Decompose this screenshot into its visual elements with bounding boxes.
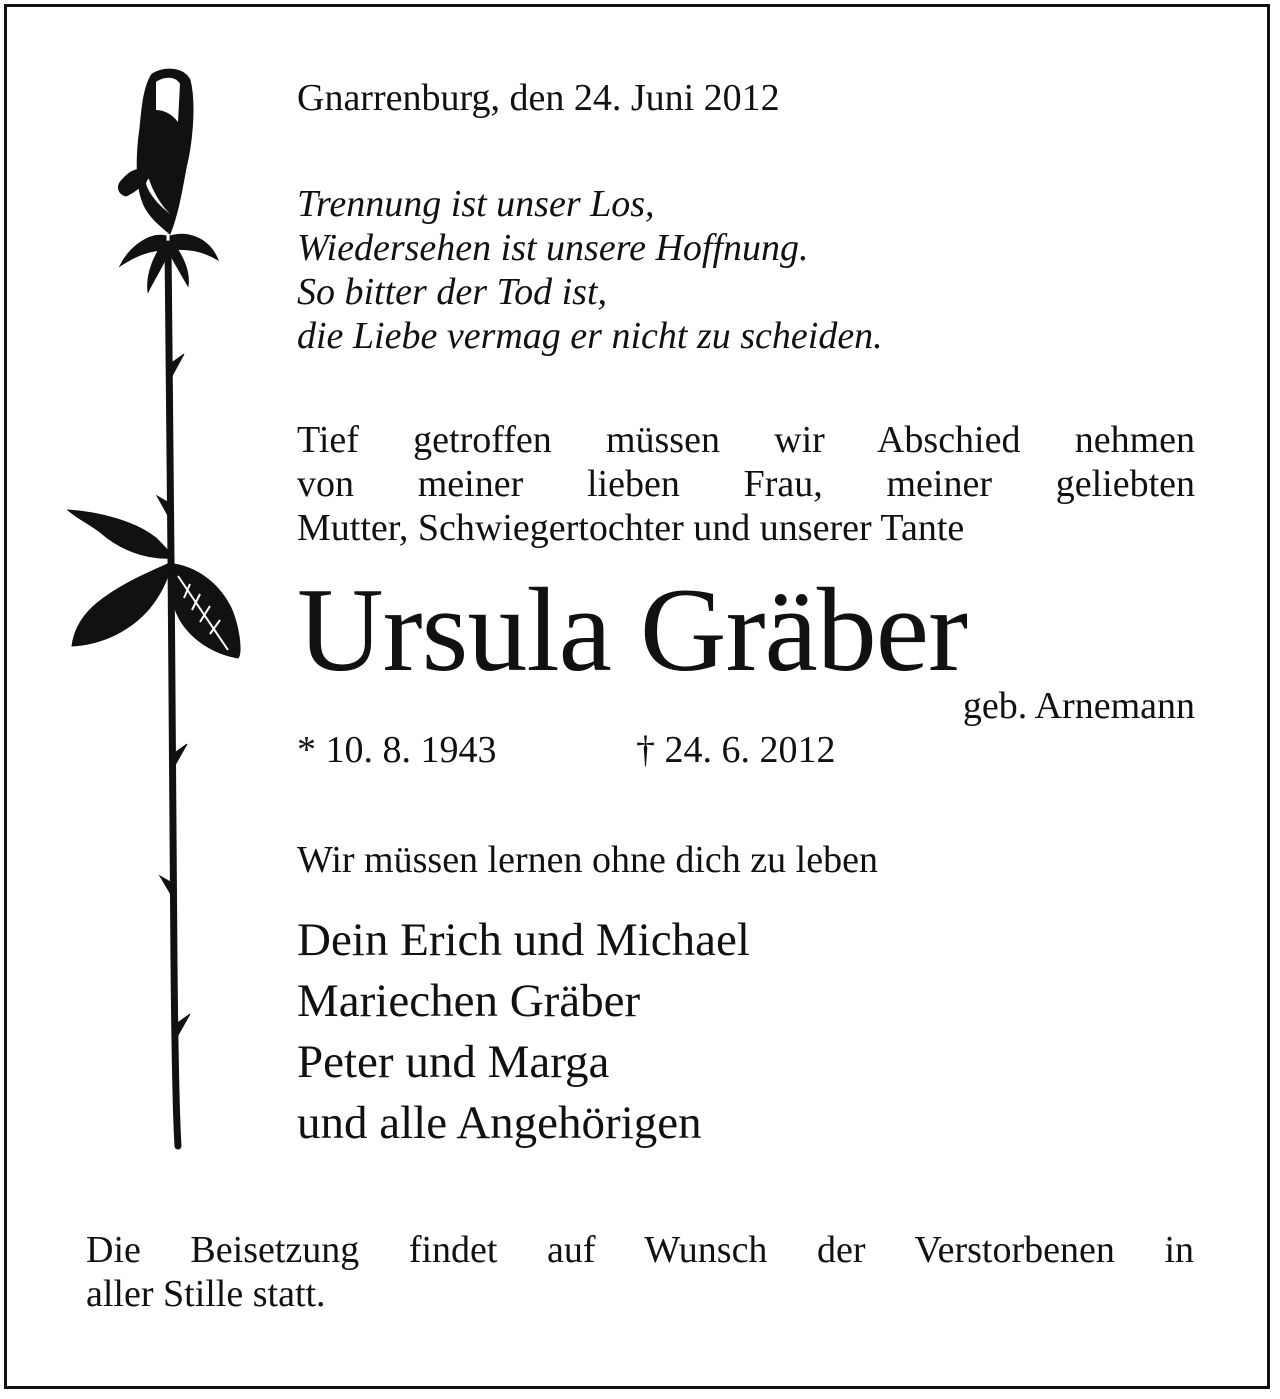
announcement-line: Tief getroffen müssen wir Abschied nehmen xyxy=(297,419,1195,461)
mourners-list xyxy=(297,910,1195,1154)
mourner-line: Peter und Marga xyxy=(297,1036,610,1088)
poem-line: Trennung ist unser Los, xyxy=(297,183,655,225)
funeral-note-line: Die Beisetzung findet auf Wunsch der Verstorbenen in xyxy=(86,1229,1194,1271)
rose-icon xyxy=(60,64,250,1154)
poem xyxy=(297,182,1195,358)
mourner-line: Dein Erich und Michael xyxy=(297,914,750,966)
poem-line: Wiedersehen ist unsere Hoffnung. xyxy=(297,227,809,269)
poem-line: die Liebe vermag er nicht zu scheiden. xyxy=(297,315,883,357)
funeral-note-line: aller Stille statt. xyxy=(86,1273,326,1315)
birth-date: * 10. 8. 1943 xyxy=(297,729,497,771)
deceased-name: Ursula Gräber xyxy=(297,563,968,696)
announcement-line: Mutter, Schwiegertochter und unserer Tante xyxy=(297,507,965,549)
mourner-line: und alle Angehörigen xyxy=(297,1097,702,1149)
farewell-line: Wir müssen lernen ohne dich zu leben xyxy=(297,839,878,881)
mourner-line: Mariechen Gräber xyxy=(297,975,641,1027)
birth-name: geb. Arnemann xyxy=(962,685,1195,727)
place-and-date: Gnarrenburg, den 24. Juni 2012 xyxy=(297,77,780,119)
poem-line: So bitter der Tod ist, xyxy=(297,271,608,313)
announcement-text xyxy=(297,418,1195,550)
announcement-line: von meiner lieben Frau, meiner geliebten xyxy=(297,463,1195,505)
death-date: † 24. 6. 2012 xyxy=(636,729,836,771)
funeral-note xyxy=(86,1228,1194,1316)
